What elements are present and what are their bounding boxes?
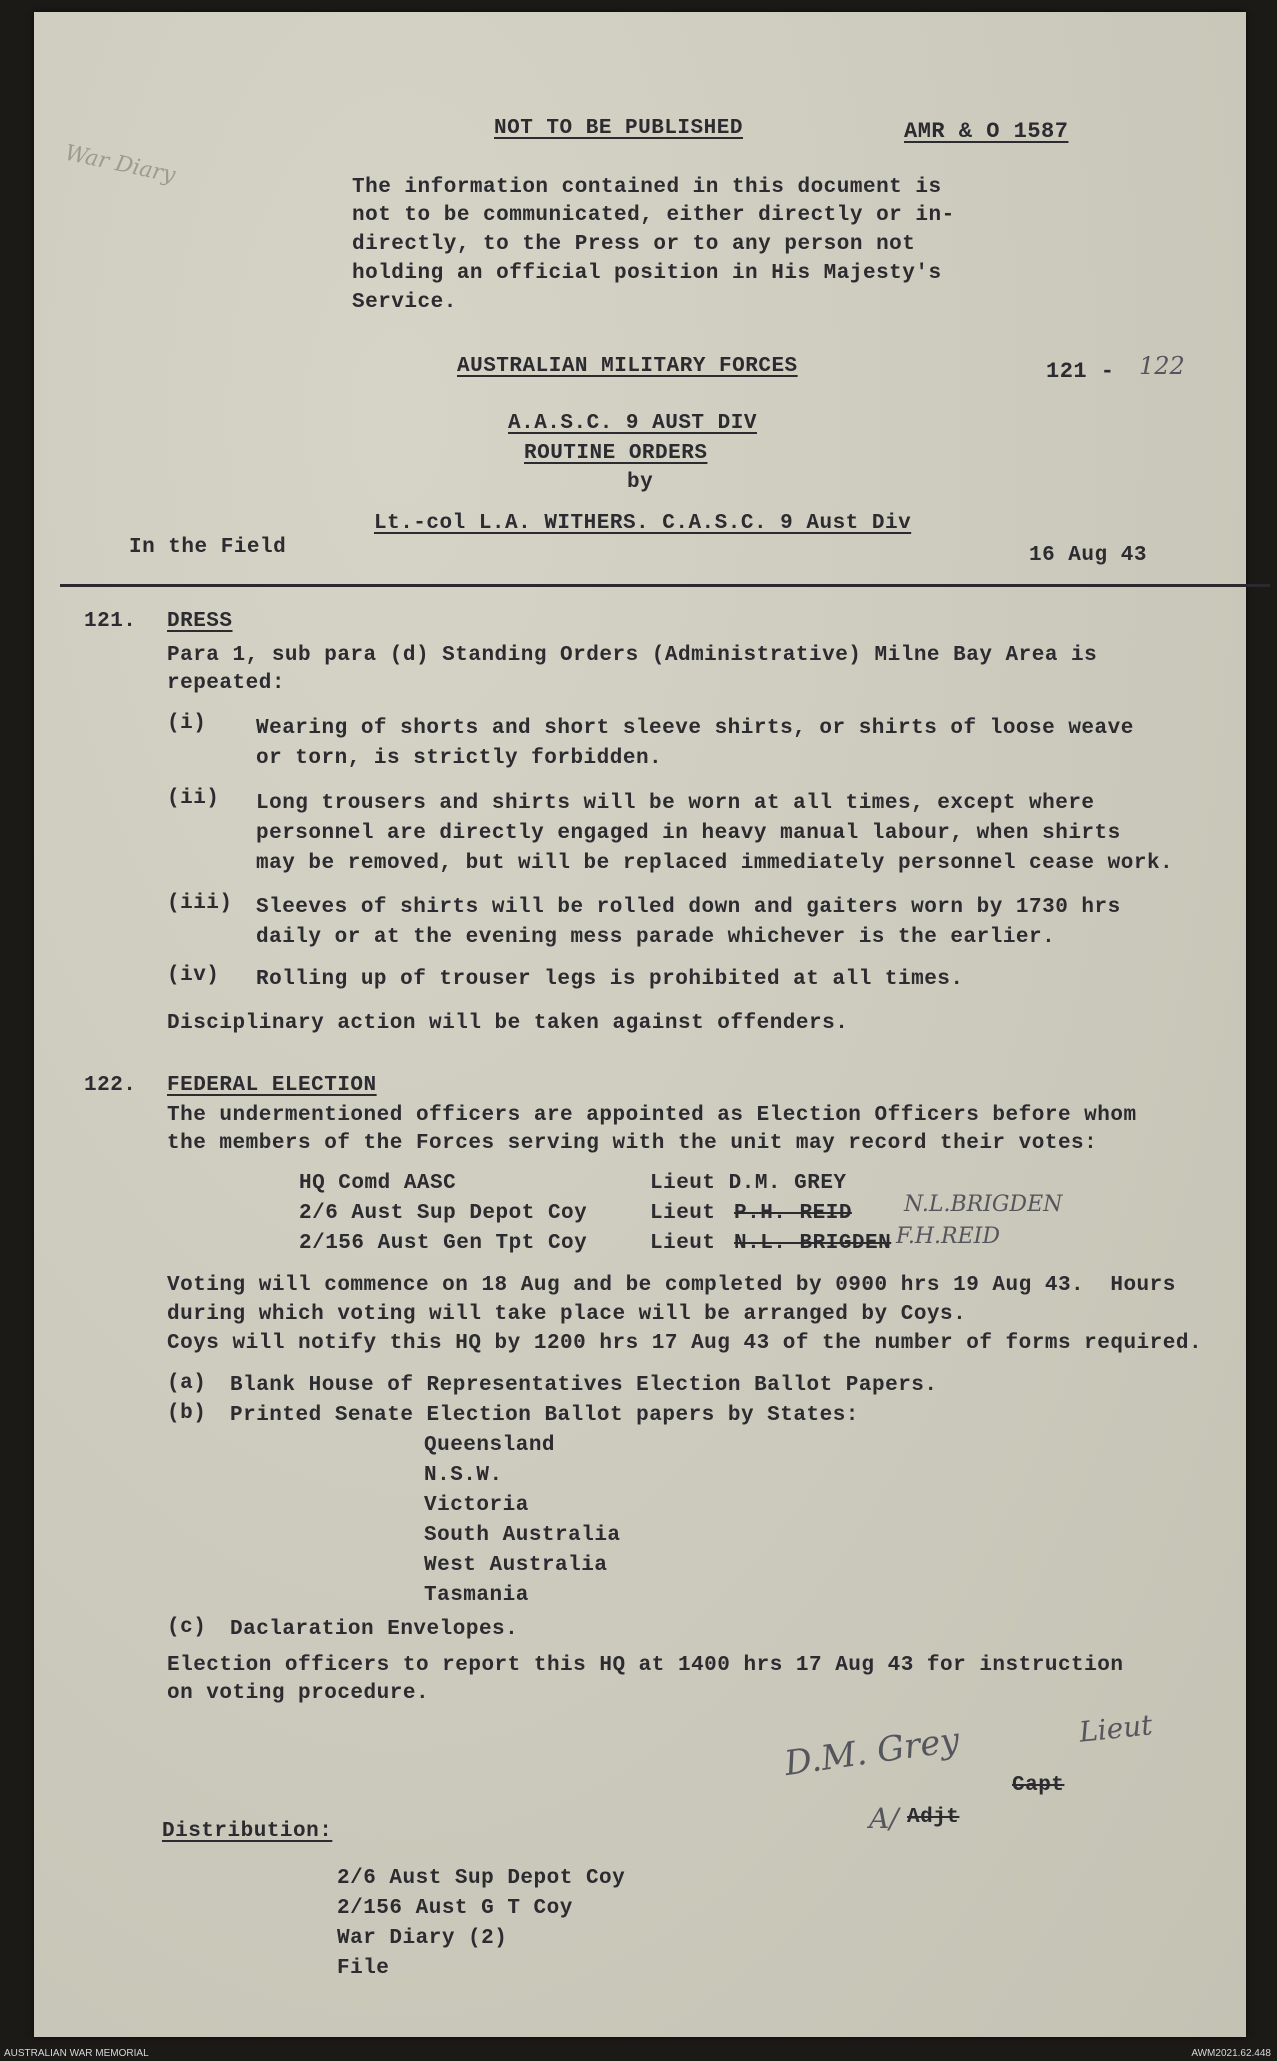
voting-line-1: Voting will commence on 18 Aug and be completed by 0900 hrs 19 Aug 43. Hours	[167, 1274, 1176, 1297]
orders-title: ROUTINE ORDERS	[524, 442, 708, 465]
state-item: South Australia	[424, 1524, 621, 1547]
location: In the Field	[129, 536, 287, 559]
order-121-closing: Disciplinary action will be taken against offenders.	[167, 1012, 849, 1035]
order-range: 121 -	[1046, 359, 1115, 384]
officer-unit: 2/156 Aust Gen Tpt Coy	[299, 1232, 588, 1255]
item-line: Sleeves of shirts will be rolled down and gaiters worn by 1730 hrs	[256, 896, 1121, 919]
officer-name-struck: P.H. REID	[734, 1202, 852, 1225]
notice-line-4: holding an official position in His Majesty's	[352, 262, 942, 285]
header-divider	[60, 584, 1270, 587]
form-text: Printed Senate Election Ballot papers by States:	[230, 1404, 859, 1427]
document-reference: AMR & O 1587	[904, 119, 1069, 144]
notice-line-1: The information contained in this document is	[352, 176, 942, 199]
distribution-item: 2/6 Aust Sup Depot Coy	[337, 1867, 626, 1890]
notice-line-5: Service.	[352, 291, 457, 314]
officer-name: Lieut D.M. GREY	[650, 1172, 847, 1195]
form-text: Blank House of Representatives Election Ballot Papers.	[230, 1374, 938, 1397]
distribution-item: War Diary (2)	[337, 1927, 508, 1950]
voting-line-2: during which voting will take place will be arranged by Coys.	[167, 1303, 967, 1326]
order-122-intro-1: The undermentioned officers are appointed as Election Officers before whom	[167, 1104, 1137, 1127]
item-line: may be removed, but will be replaced immediately personnel cease work.	[256, 852, 1174, 875]
order-122-number: 122.	[84, 1074, 137, 1097]
order-121-intro-1: Para 1, sub para (d) Standing Orders (Administrative) Milne Bay Area is	[167, 644, 1098, 667]
item-line: daily or at the evening mess parade whichever is the earlier.	[256, 926, 1056, 949]
footer-accession: AWM2021.62.448	[1191, 2048, 1271, 2059]
forces-heading: AUSTRALIAN MILITARY FORCES	[457, 355, 798, 378]
state-item: N.S.W.	[424, 1464, 503, 1487]
distribution-item: 2/156 Aust G T Coy	[337, 1897, 573, 1920]
signature: D.M. Grey	[782, 1719, 962, 1785]
officer-name-handwritten: N.L.BRIGDEN	[904, 1192, 1063, 1217]
form-text: Daclaration Envelopes.	[230, 1618, 519, 1641]
state-item: West Australia	[424, 1554, 608, 1577]
margin-note: War Diary	[62, 140, 178, 189]
form-label: (a)	[167, 1372, 207, 1395]
officer-name: Lieut	[650, 1202, 716, 1225]
item-label: (iv)	[167, 964, 220, 987]
signature-role-prefix: A/	[869, 1802, 899, 1835]
form-label: (c)	[167, 1616, 207, 1639]
officer-name: Lieut	[650, 1232, 716, 1255]
item-line: Long trousers and shirts will be worn at all times, except where	[256, 792, 1095, 815]
footer-source: AUSTRALIAN WAR MEMORIAL	[4, 2048, 149, 2059]
voting-line-3: Coys will notify this HQ by 1200 hrs 17 Aug 43 of the number of forms required.	[167, 1332, 1203, 1355]
order-121-heading: DRESS	[167, 610, 233, 633]
instruction-line-2: on voting procedure.	[167, 1682, 430, 1705]
signature-role-struck: Adjt	[907, 1806, 960, 1829]
document-page	[34, 12, 1246, 2037]
item-line: personnel are directly engaged in heavy manual labour, when shirts	[256, 822, 1121, 845]
item-line: or torn, is strictly forbidden.	[256, 747, 663, 770]
item-label: (iii)	[167, 892, 233, 915]
order-122-intro-2: the members of the Forces serving with the unit may record their votes:	[167, 1132, 1098, 1155]
commanding-officer: Lt.-col L.A. WITHERS. C.A.S.C. 9 Aust Div	[374, 512, 912, 535]
order-range-handwritten: 122	[1139, 352, 1185, 380]
state-item: Queensland	[424, 1434, 556, 1457]
signature-rank-handwritten: Lieut	[1077, 1708, 1154, 1749]
officer-name-struck: N.L. BRIGDEN	[734, 1232, 892, 1255]
order-date: 16 Aug 43	[1029, 544, 1147, 567]
item-line: Wearing of shorts and short sleeve shirts, or shirts of loose weave	[256, 717, 1134, 740]
distribution-item: File	[337, 1957, 390, 1980]
unit-heading: A.A.S.C. 9 AUST DIV	[508, 412, 757, 435]
by-line: by	[627, 471, 654, 494]
instruction-line-1: Election officers to report this HQ at 1400 hrs 17 Aug 43 for instruction	[167, 1654, 1124, 1677]
order-121-number: 121.	[84, 610, 137, 633]
officer-unit: HQ Comd AASC	[299, 1172, 457, 1195]
order-122-heading: FEDERAL ELECTION	[167, 1074, 377, 1097]
officer-unit: 2/6 Aust Sup Depot Coy	[299, 1202, 588, 1225]
order-121-intro-2: repeated:	[167, 672, 285, 695]
form-label: (b)	[167, 1402, 207, 1425]
item-label: (ii)	[167, 787, 220, 810]
state-item: Tasmania	[424, 1584, 529, 1607]
distribution-heading: Distribution:	[162, 1820, 333, 1843]
not-published-heading: NOT TO BE PUBLISHED	[494, 117, 743, 140]
notice-line-3: directly, to the Press or to any person not	[352, 233, 916, 256]
item-label: (i)	[167, 712, 207, 735]
officer-name-handwritten: F.H.REID	[896, 1224, 1000, 1249]
item-line: Rolling up of trouser legs is prohibited at all times.	[256, 968, 964, 991]
notice-line-2: not to be communicated, either directly or in-	[352, 204, 955, 227]
signature-rank-struck: Capt	[1012, 1774, 1065, 1797]
state-item: Victoria	[424, 1494, 529, 1517]
